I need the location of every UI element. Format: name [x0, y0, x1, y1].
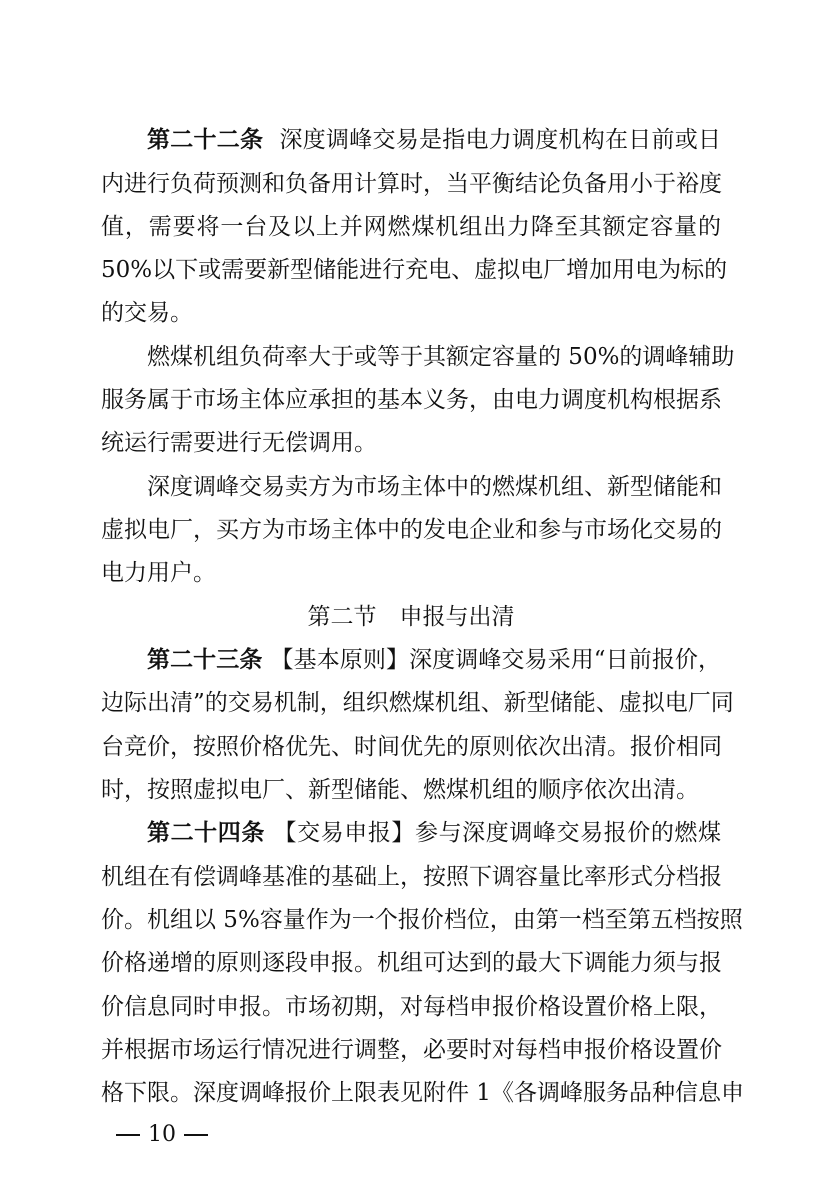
para-2-line-3: 统运行需要进行无偿调用。 [101, 430, 377, 456]
article-22-line-5: 的交易。 [101, 300, 193, 326]
article-22-title: 第二十二条 [147, 127, 264, 153]
article-22-line-1 [147, 125, 721, 155]
article-23-line-2: 边际出清”的交易机制，组织燃煤机组、新型储能、虚拟电厂同 [101, 690, 734, 716]
article-23-line-4: 时，按照虚拟电厂、新型储能、燃煤机组的顺序依次出清。 [101, 777, 699, 803]
article-22-line-3: 值，需要将一台及以上并网燃煤机组出力降至其额定容量的 [101, 214, 721, 240]
section-heading: 第二节 申报与出清 [307, 604, 515, 630]
para-3-line-2: 虚拟电厂，买方为市场主体中的发电企业和参与市场化交易的 [101, 517, 722, 543]
article-24-line-4: 价格递增的原则逐段申报。机组可达到的最大下调能力须与报 [101, 950, 722, 976]
article-23-line-3: 台竞价，按照价格优先、时间优先的原则依次出清。报价相同 [101, 734, 722, 760]
article-24-line-7: 格下限。深度调峰报价上限表见附件 1《各调峰服务品种信息申 [101, 1080, 744, 1106]
para-3-line-1: 深度调峰交易卖方为市场主体中的燃煤机组、新型储能和 [147, 474, 722, 500]
page-footer [108, 1120, 216, 1150]
article-24-line-5: 价信息同时申报。市场初期，对每档申报价格设置价格上限， [101, 994, 722, 1020]
para-2-line-2: 服务属于市场主体应承担的基本义务，由电力调度机构根据系 [101, 387, 722, 413]
para-3-line-3: 电力用户。 [101, 560, 216, 586]
para-2-line-1: 燃煤机组负荷率大于或等于其额定容量的 50%的调峰辅助 [147, 344, 735, 370]
page-number: 10 [148, 1122, 176, 1147]
article-23-text-1: 【基本原则】深度调峰交易采用“日前报价， [270, 647, 721, 673]
footer-dash-right [184, 1134, 208, 1136]
article-24-title: 第二十四条 [147, 820, 265, 846]
article-24-line-3: 价。机组以 5%容量作为一个报价档位，由第一档至第五档按照 [101, 907, 743, 933]
article-23-title: 第二十三条 [147, 647, 263, 673]
article-22-text-1: 深度调峰交易是指电力调度机构在日前或日 [279, 127, 721, 153]
article-24-line-6: 并根据市场运行情况进行调整，必要时对每档申报价格设置价 [101, 1037, 722, 1063]
article-24-text-1: 【交易申报】参与深度调峰交易报价的燃煤 [272, 820, 722, 846]
footer-dash-left [116, 1134, 140, 1136]
article-22-line-2: 内进行负荷预测和负备用计算时，当平衡结论负备用小于裕度 [101, 171, 722, 197]
article-23-line-1 [147, 645, 721, 675]
article-24-line-1 [147, 818, 721, 848]
article-22-line-4: 50%以下或需要新型储能进行充电、虚拟电厂增加用电为标的 [101, 257, 728, 283]
article-24-line-2: 机组在有偿调峰基准的基础上，按照下调容量比率形式分档报 [101, 864, 722, 890]
